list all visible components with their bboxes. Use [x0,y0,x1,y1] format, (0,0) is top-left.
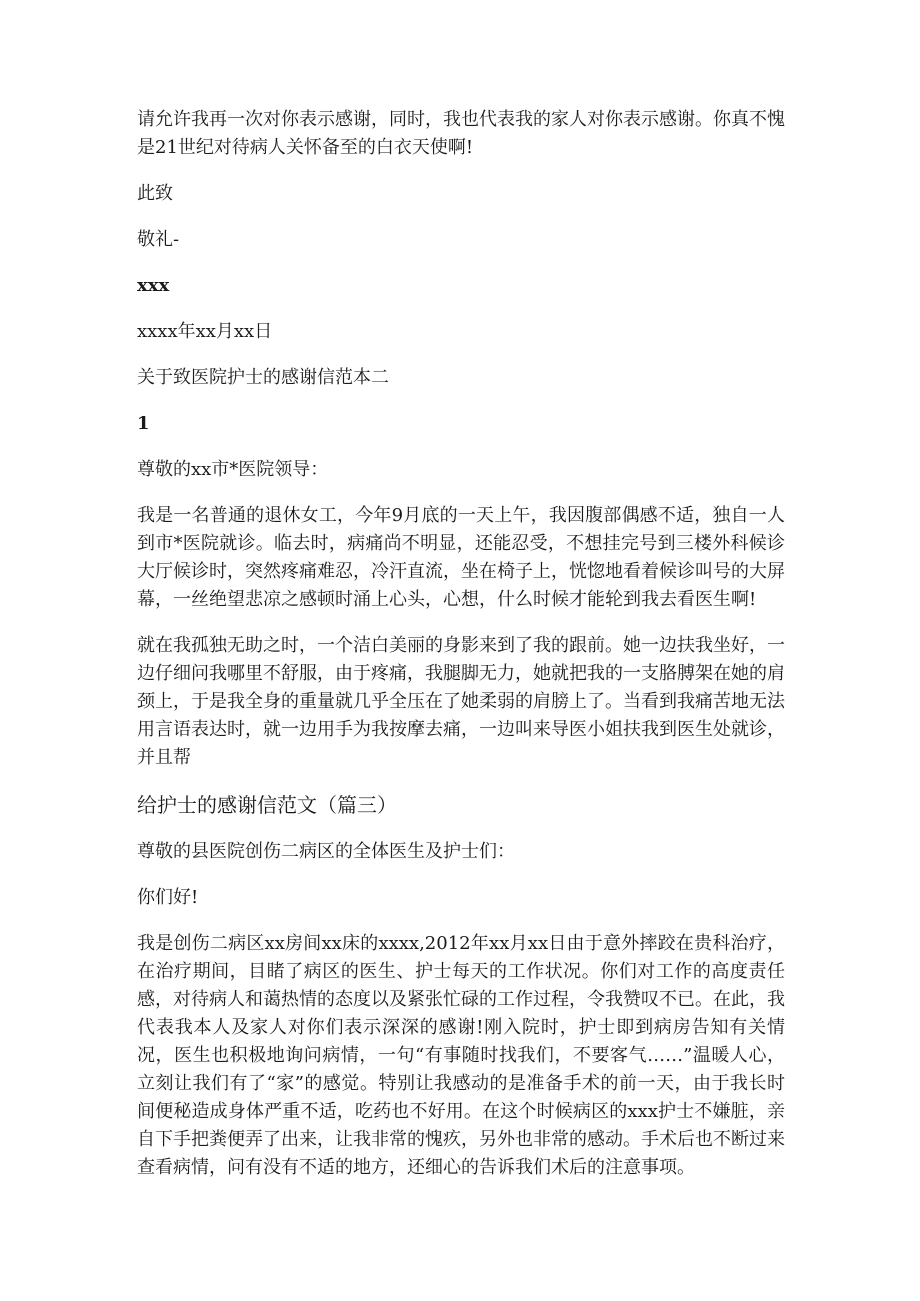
section-title-sample-two: 关于致医院护士的感谢信范本二 [137,367,389,388]
paragraph-helpful-nurse: 就在我孤独无助之时，一个洁白美丽的身影来到了我的跟前。她一边扶我坐好，一边仔细问我哪里不舒服，由于疼痛，我腿脚无力，她就把我的一支胳膊架在她的肩颈上，于是我全身的重量就几乎全压在了她柔弱的肩膀上了。当看到我痛苦地无法用言语表达时，就一边用手为我按摩去痛，一边叫来导医小姐扶我到医生处就诊，并且帮 [137,635,785,768]
letter-greeting-ward: 尊敬的县医院创伤二病区的全体医生及护士们： [137,841,515,862]
paragraph-ward-thanks: 我是创伤二病区xx房间xx床的xxxx,2012年xx月xx日由于意外摔跤在贵科治疗，在治疗期间，目睹了病区的医生、护士每天的工作状况。你们对工作的高度责任感，对待病人和蔼热情的态度以及紧张忙碌的工作过程，令我赞叹不已。在此，我代表我本人及家人对你们表示深深的感谢!刚入院时，护士即到病房告知有关情况，医生也积极地询问病情，一句“有事随时找我们，不要客气……”温暖人心，立刻让我们有了“家”的感觉。特别让我感动的是准备手术的前一天，由于我长时间便秘造成身体严重不适，吃药也不好用。在这个时候病区的xxx护士不嫌脏，亲自下手把粪便弄了出来，让我非常的愧疚，另外也非常的感动。手术后也不断过来查看病情，问有没有不适的地方，还细心的告诉我们术后的注意事项。 [137,933,785,1178]
letter-hello: 你们好! [137,887,199,908]
paragraph-thanks-again: 请允许我再一次对你表示感谢，同时，我也代表我的家人对你表示感谢。你真不愧是21世纪对待病人关怀备至的白衣天使啊! [137,109,785,158]
signature-name: xxx [137,275,170,296]
section-heading-part-three: 给护士的感谢信范文（篇三） [137,793,397,817]
document-body [137,106,785,1200]
paragraph-retired-worker: 我是一名普通的退休女工，今年9月底的一天上午，我因腹部偶感不适，独自一人到市*医院就诊。临去时，病痛尚不明显，还能忍受，不想挂完号到三楼外科候诊大厅候诊时，突然疼痛难忍，冷汗直流，坐在椅子上，恍惚地看着候诊叫号的大屏幕，一丝绝望悲凉之感顿时涌上心头，心想，什么时候才能轮到我去看医生啊! [137,505,785,610]
paragraph-salutation-jingli: 敬礼- [137,229,180,250]
paragraph-salutation-cizhi: 此致 [137,183,173,204]
letter-greeting: 尊敬的xx市*医院领导： [137,459,329,480]
section-number: 1 [137,413,150,434]
signature-date: xxxx年xx月xx日 [137,321,273,342]
